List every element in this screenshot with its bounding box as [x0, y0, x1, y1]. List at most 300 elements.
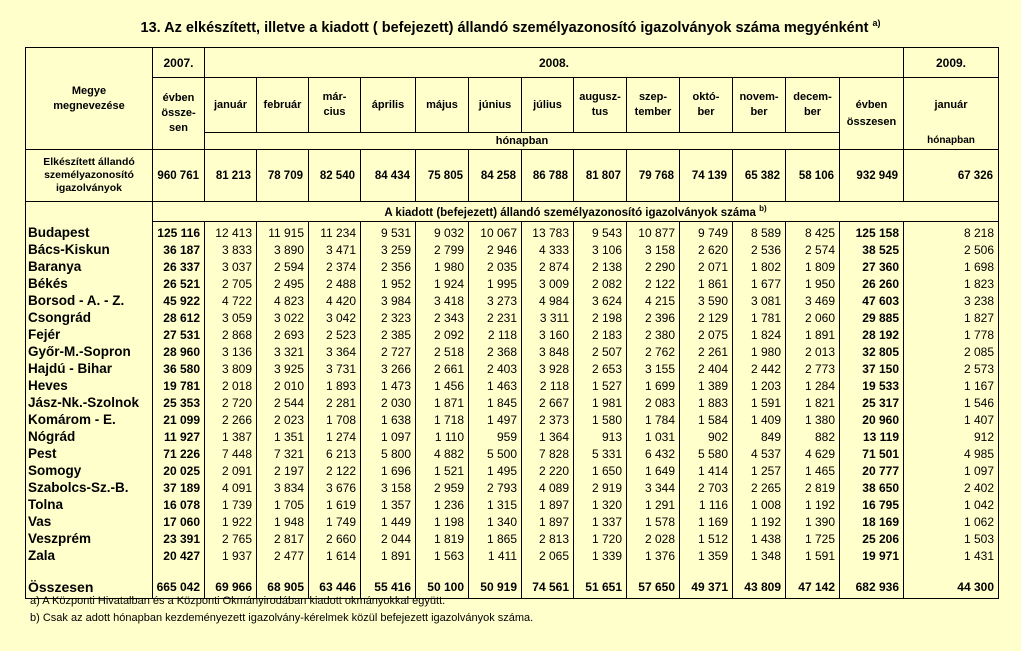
- header-year-2007: 2007.: [153, 48, 205, 78]
- table-cell: 1 512: [680, 530, 733, 547]
- table-cell: 71 501: [840, 445, 904, 462]
- table-cell: 2 373: [522, 411, 574, 428]
- table-cell: 4 629: [786, 445, 840, 462]
- table-cell: 3 469: [786, 292, 840, 309]
- elkeszitett-value: 81 807: [574, 150, 627, 202]
- county-name: Budapest: [26, 222, 153, 242]
- county-name: Pest: [26, 445, 153, 462]
- table-cell: 4 984: [522, 292, 574, 309]
- table-cell: 28 192: [840, 326, 904, 343]
- table-cell: 19 781: [153, 377, 205, 394]
- table-cell: 2 385: [361, 326, 416, 343]
- table-cell: 2 661: [416, 360, 469, 377]
- table-cell: 1 284: [786, 377, 840, 394]
- table-cell: 2 536: [733, 241, 786, 258]
- table-cell: 13 119: [840, 428, 904, 445]
- table-cell: 1 725: [786, 530, 840, 547]
- table-cell: 16 078: [153, 496, 205, 513]
- spacer-cell: [153, 564, 205, 576]
- table-row: [26, 513, 999, 530]
- header-month-6: június: [469, 78, 522, 133]
- spacer-cell: [469, 564, 522, 576]
- table-cell: 1 580: [574, 411, 627, 428]
- table-cell: 1 192: [733, 513, 786, 530]
- table-cell: 3 155: [627, 360, 680, 377]
- table-row: [26, 496, 999, 513]
- table-cell: 1 409: [733, 411, 786, 428]
- table-cell: 1 438: [733, 530, 786, 547]
- table-cell: 2 290: [627, 258, 680, 275]
- table-cell: 3 081: [733, 292, 786, 309]
- table-cell: 2 013: [786, 343, 840, 360]
- total-cell: 50 919: [469, 576, 522, 599]
- table-cell: 2 693: [257, 326, 309, 343]
- table-cell: 11 927: [153, 428, 205, 445]
- table-cell: 2 705: [205, 275, 257, 292]
- table-cell: 27 360: [840, 258, 904, 275]
- table-cell: 1 802: [733, 258, 786, 275]
- table-cell: 25 317: [840, 394, 904, 411]
- table-cell: 1 950: [786, 275, 840, 292]
- table-cell: 1 380: [786, 411, 840, 428]
- table-cell: 2 129: [680, 309, 733, 326]
- table-cell: 1 389: [680, 377, 733, 394]
- table-cell: 1 236: [416, 496, 469, 513]
- table-cell: 3 809: [205, 360, 257, 377]
- table-cell: 13 783: [522, 222, 574, 242]
- table-cell: 2 083: [627, 394, 680, 411]
- table-cell: 1 169: [680, 513, 733, 530]
- elkeszitett-value: 67 326: [904, 150, 999, 202]
- table-cell: 20 777: [840, 462, 904, 479]
- county-name: Szabolcs-Sz.-B.: [26, 479, 153, 496]
- table-cell: 1 257: [733, 462, 786, 479]
- table-cell: 2 495: [257, 275, 309, 292]
- table-cell: 1 031: [627, 428, 680, 445]
- table-cell: 3 238: [904, 292, 999, 309]
- table-cell: 2 762: [627, 343, 680, 360]
- header-year-2009: 2009.: [904, 48, 999, 78]
- table-row: [26, 292, 999, 309]
- table-cell: 1 291: [627, 496, 680, 513]
- table-cell: 1 922: [205, 513, 257, 530]
- table-cell: 3 590: [680, 292, 733, 309]
- elkeszitett-value: 79 768: [627, 150, 680, 202]
- table-cell: 1 827: [904, 309, 999, 326]
- total-cell: 665 042: [153, 576, 205, 599]
- table-cell: 28 612: [153, 309, 205, 326]
- spacer-cell: [627, 564, 680, 576]
- elkeszitett-value: 81 213: [205, 150, 257, 202]
- table-cell: 1 364: [522, 428, 574, 445]
- table-cell: 2 404: [680, 360, 733, 377]
- table-cell: 2 720: [205, 394, 257, 411]
- table-cell: 11 234: [309, 222, 361, 242]
- table-cell: 3 833: [205, 241, 257, 258]
- table-cell: 10 067: [469, 222, 522, 242]
- elkeszitett-value: 65 382: [733, 150, 786, 202]
- county-name: Somogy: [26, 462, 153, 479]
- county-name: Komárom - E.: [26, 411, 153, 428]
- table-cell: 2 265: [733, 479, 786, 496]
- spacer-cell: [416, 564, 469, 576]
- table-cell: 1 274: [309, 428, 361, 445]
- header-megye: [26, 48, 153, 150]
- table-cell: 2 488: [309, 275, 361, 292]
- county-name: Tolna: [26, 496, 153, 513]
- table-cell: 26 337: [153, 258, 205, 275]
- table-cell: 1 062: [904, 513, 999, 530]
- table-cell: 17 060: [153, 513, 205, 530]
- table-cell: 5 331: [574, 445, 627, 462]
- total-cell: 74 561: [522, 576, 574, 599]
- table-cell: 2 266: [205, 411, 257, 428]
- table-cell: 3 042: [309, 309, 361, 326]
- table-cell: 1 823: [904, 275, 999, 292]
- table-cell: 3 471: [309, 241, 361, 258]
- table-cell: 1 739: [205, 496, 257, 513]
- header-month-10: októ- ber: [680, 78, 733, 133]
- table-cell: 3 158: [627, 241, 680, 258]
- table-cell: 1 749: [309, 513, 361, 530]
- table-cell: 1 503: [904, 530, 999, 547]
- table-cell: 5 580: [680, 445, 733, 462]
- spacer-cell: [840, 564, 904, 576]
- table-cell: 2 118: [522, 377, 574, 394]
- table-cell: 37 150: [840, 360, 904, 377]
- table-cell: 3 037: [205, 258, 257, 275]
- county-name: Heves: [26, 377, 153, 394]
- table-cell: 3 624: [574, 292, 627, 309]
- table-cell: 1 376: [627, 547, 680, 564]
- table-cell: 1 861: [680, 275, 733, 292]
- table-cell: 4 420: [309, 292, 361, 309]
- table-row: [26, 275, 999, 292]
- table-cell: 1 897: [522, 496, 574, 513]
- table-cell: 3 364: [309, 343, 361, 360]
- table-cell: 4 722: [205, 292, 257, 309]
- spacer-cell: [574, 564, 627, 576]
- table-cell: 2 323: [361, 309, 416, 326]
- table-cell: 2 071: [680, 258, 733, 275]
- table-cell: 1 449: [361, 513, 416, 530]
- table-cell: 2 959: [416, 479, 469, 496]
- table-cell: 9 543: [574, 222, 627, 242]
- table-cell: 29 885: [840, 309, 904, 326]
- spacer-cell: [26, 564, 153, 576]
- table-cell: 2 281: [309, 394, 361, 411]
- table-cell: 2 183: [574, 326, 627, 343]
- table-cell: 12 413: [205, 222, 257, 242]
- title-text: 13. Az elkészített, illetve a kiadott ( befejezett) állandó személyazonosító igazolványok száma megyénként: [140, 19, 869, 36]
- table-row: [26, 241, 999, 258]
- table-cell: 1 167: [904, 377, 999, 394]
- total-cell: 50 100: [416, 576, 469, 599]
- table-cell: 5 800: [361, 445, 416, 462]
- table-cell: 2 082: [574, 275, 627, 292]
- table-cell: 1 824: [733, 326, 786, 343]
- table-cell: 9 032: [416, 222, 469, 242]
- table-cell: 1 980: [416, 258, 469, 275]
- table-cell: 2 343: [416, 309, 469, 326]
- elkeszitett-value: 75 805: [416, 150, 469, 202]
- table-cell: 2 442: [733, 360, 786, 377]
- header-month-3: már- cius: [309, 78, 361, 133]
- table-cell: 2 122: [309, 462, 361, 479]
- table-cell: 1 315: [469, 496, 522, 513]
- table-row: [26, 343, 999, 360]
- table-cell: 1 497: [469, 411, 522, 428]
- table-cell: 8 218: [904, 222, 999, 242]
- table-cell: 3 259: [361, 241, 416, 258]
- table-cell: 1 784: [627, 411, 680, 428]
- elkeszitett-value: 58 106: [786, 150, 840, 202]
- table-cell: 1 456: [416, 377, 469, 394]
- table-cell: 1 578: [627, 513, 680, 530]
- table-cell: 3 890: [257, 241, 309, 258]
- table-cell: 2 198: [574, 309, 627, 326]
- table-cell: 4 985: [904, 445, 999, 462]
- table-cell: 10 877: [627, 222, 680, 242]
- table-cell: 3 059: [205, 309, 257, 326]
- table-cell: 2 028: [627, 530, 680, 547]
- table-row: [26, 377, 999, 394]
- header-month-9: szep- tember: [627, 78, 680, 133]
- table-cell: 2 594: [257, 258, 309, 275]
- table-cell: 2 703: [680, 479, 733, 496]
- data-table: [25, 47, 999, 599]
- table-cell: 959: [469, 428, 522, 445]
- table-cell: 1 357: [361, 496, 416, 513]
- table-cell: 4 215: [627, 292, 680, 309]
- table-cell: 2 403: [469, 360, 522, 377]
- table-row: [26, 258, 999, 275]
- table-cell: 1 008: [733, 496, 786, 513]
- table-cell: 1 819: [416, 530, 469, 547]
- total-cell: 51 651: [574, 576, 627, 599]
- table-cell: 1 348: [733, 547, 786, 564]
- table-cell: 1 116: [680, 496, 733, 513]
- total-cell: 57 650: [627, 576, 680, 599]
- table-cell: 3 158: [361, 479, 416, 496]
- table-cell: 1 619: [309, 496, 361, 513]
- table-cell: 1 339: [574, 547, 627, 564]
- table-cell: 2 075: [680, 326, 733, 343]
- table-cell: 19 971: [840, 547, 904, 564]
- table-row: [26, 222, 999, 242]
- table-cell: 2 356: [361, 258, 416, 275]
- spacer-cell: [361, 564, 416, 576]
- table-cell: 1 097: [904, 462, 999, 479]
- table-cell: 1 948: [257, 513, 309, 530]
- table-cell: 125 158: [840, 222, 904, 242]
- table-cell: 3 925: [257, 360, 309, 377]
- table-cell: 2 118: [469, 326, 522, 343]
- spacer-cell: [733, 564, 786, 576]
- table-cell: 1 883: [680, 394, 733, 411]
- table-cell: 3 834: [257, 479, 309, 496]
- table-cell: 26 260: [840, 275, 904, 292]
- table-cell: 1 465: [786, 462, 840, 479]
- elkeszitett-value: 74 139: [680, 150, 733, 202]
- table-row: [26, 411, 999, 428]
- table-cell: 1 871: [416, 394, 469, 411]
- table-cell: 1 981: [574, 394, 627, 411]
- table-cell: 913: [574, 428, 627, 445]
- county-name: Nógrád: [26, 428, 153, 445]
- table-cell: 2 919: [574, 479, 627, 496]
- table-cell: 6 432: [627, 445, 680, 462]
- table-cell: 3 022: [257, 309, 309, 326]
- table-cell: 36 580: [153, 360, 205, 377]
- header-month-2: február: [257, 78, 309, 133]
- table-cell: 2 518: [416, 343, 469, 360]
- table-cell: 4 333: [522, 241, 574, 258]
- table-cell: 8 589: [733, 222, 786, 242]
- elkeszitett-label: Elkészített állandó személyazonosító igazolványok: [26, 150, 153, 202]
- table-cell: 1 411: [469, 547, 522, 564]
- table-cell: 2 010: [257, 377, 309, 394]
- table-cell: 2 660: [309, 530, 361, 547]
- total-cell: 47 142: [786, 576, 840, 599]
- table-cell: 4 089: [522, 479, 574, 496]
- table-cell: 3 848: [522, 343, 574, 360]
- table-cell: 2 506: [904, 241, 999, 258]
- table-cell: 2 727: [361, 343, 416, 360]
- table-cell: 2 773: [786, 360, 840, 377]
- table-cell: 4 537: [733, 445, 786, 462]
- total-cell: 44 300: [904, 576, 999, 599]
- table-row: [26, 428, 999, 445]
- total-cell: 68 905: [257, 576, 309, 599]
- county-name: Vas: [26, 513, 153, 530]
- table-cell: 3 321: [257, 343, 309, 360]
- table-cell: 32 805: [840, 343, 904, 360]
- table-cell: 20 960: [840, 411, 904, 428]
- table-cell: 2 813: [522, 530, 574, 547]
- county-name: Fejér: [26, 326, 153, 343]
- kiadott-band-header: A kiadott (befejezett) állandó személyazonosító igazolványok száma $^{b)}$: [153, 202, 999, 222]
- table-cell: 2 477: [257, 547, 309, 564]
- header-2008-evben-osszesen: évben összesen: [840, 78, 904, 150]
- table-cell: 1 720: [574, 530, 627, 547]
- table-cell: 1 527: [574, 377, 627, 394]
- table-cell: 1 591: [733, 394, 786, 411]
- spacer-cell: [257, 564, 309, 576]
- table-cell: 4 091: [205, 479, 257, 496]
- total-cell: 63 446: [309, 576, 361, 599]
- table-cell: 25 206: [840, 530, 904, 547]
- title-footnote-mark: a): [872, 18, 881, 28]
- table-cell: 2 044: [361, 530, 416, 547]
- table-cell: 2 197: [257, 462, 309, 479]
- elkeszitett-value: 86 788: [522, 150, 574, 202]
- table-cell: 2 374: [309, 258, 361, 275]
- table-cell: 1 431: [904, 547, 999, 564]
- table-cell: 1 198: [416, 513, 469, 530]
- table-cell: 2 220: [522, 462, 574, 479]
- table-cell: 3 984: [361, 292, 416, 309]
- total-cell: 69 966: [205, 576, 257, 599]
- total-cell: 49 371: [680, 576, 733, 599]
- table-cell: 2 018: [205, 377, 257, 394]
- total-cell: 682 936: [840, 576, 904, 599]
- table-cell: 23 391: [153, 530, 205, 547]
- table-cell: 7 828: [522, 445, 574, 462]
- table-cell: 912: [904, 428, 999, 445]
- table-cell: 7 321: [257, 445, 309, 462]
- table-cell: 849: [733, 428, 786, 445]
- header-2007-evben-osszesen: évben össze- sen: [153, 78, 205, 150]
- table-cell: 4 882: [416, 445, 469, 462]
- table-cell: 9 531: [361, 222, 416, 242]
- table-cell: 2 574: [786, 241, 840, 258]
- header-month-12: decem- ber: [786, 78, 840, 133]
- table-cell: 25 353: [153, 394, 205, 411]
- table-cell: 2 793: [469, 479, 522, 496]
- table-cell: 882: [786, 428, 840, 445]
- table-cell: 2 946: [469, 241, 522, 258]
- table-cell: 37 189: [153, 479, 205, 496]
- table-cell: 1 995: [469, 275, 522, 292]
- table-cell: 3 344: [627, 479, 680, 496]
- table-cell: 38 650: [840, 479, 904, 496]
- footnote-a: a) A Központi Hivatalban és a Központi Okmányirodában kiadott okmányokkal együtt.: [30, 595, 446, 607]
- table-cell: 1 320: [574, 496, 627, 513]
- county-name: Békés: [26, 275, 153, 292]
- table-cell: 1 414: [680, 462, 733, 479]
- header-2009-januar: január: [904, 78, 999, 133]
- table-cell: 38 525: [840, 241, 904, 258]
- table-cell: 1 845: [469, 394, 522, 411]
- table-cell: 28 960: [153, 343, 205, 360]
- table-cell: 3 676: [309, 479, 361, 496]
- megye-label-1: Megye: [71, 84, 107, 97]
- spacer-cell: [205, 564, 257, 576]
- header-month-8: augusz- tus: [574, 78, 627, 133]
- table-row: [26, 309, 999, 326]
- table-cell: 2 765: [205, 530, 257, 547]
- table-cell: 1 924: [416, 275, 469, 292]
- table-cell: 1 677: [733, 275, 786, 292]
- spacer-cell: [680, 564, 733, 576]
- table-cell: 18 169: [840, 513, 904, 530]
- table-cell: 2 544: [257, 394, 309, 411]
- table-cell: 1 337: [574, 513, 627, 530]
- table-cell: 1 563: [416, 547, 469, 564]
- table-cell: 3 009: [522, 275, 574, 292]
- county-name: Csongrád: [26, 309, 153, 326]
- elkeszitett-value: 84 258: [469, 150, 522, 202]
- county-name: Baranya: [26, 258, 153, 275]
- table-cell: 1 340: [469, 513, 522, 530]
- table-cell: 2 138: [574, 258, 627, 275]
- table-title: [0, 18, 1021, 36]
- table-cell: 3 136: [205, 343, 257, 360]
- table-row: [26, 530, 999, 547]
- table-cell: 1 809: [786, 258, 840, 275]
- table-cell: 2 231: [469, 309, 522, 326]
- table-cell: 1 650: [574, 462, 627, 479]
- megye-label-2: megnevezése: [53, 99, 125, 112]
- table-cell: 2 868: [205, 326, 257, 343]
- table-cell: 1 192: [786, 496, 840, 513]
- table-cell: 1 696: [361, 462, 416, 479]
- table-cell: 1 649: [627, 462, 680, 479]
- table-cell: 1 110: [416, 428, 469, 445]
- total-cell: 55 416: [361, 576, 416, 599]
- table-row: [26, 462, 999, 479]
